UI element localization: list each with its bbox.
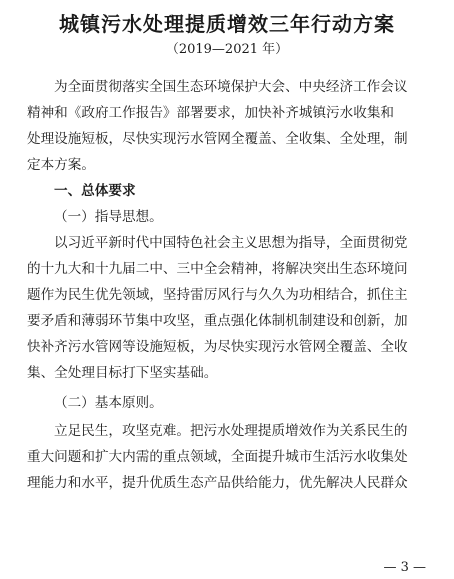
principle-lead: 立足民生，攻坚克难。: [54, 423, 190, 439]
sub2-line-3: 理能力和水平，提升优质生态产品供给能力，优先解决人民群众: [27, 475, 408, 491]
intro-line-1: 为全面贯彻落实全国生态环境保护大会、中央经济工作会议: [54, 79, 408, 95]
sub1-line-2: 的十九大和十九届二中、三中全会精神，将解决突出生态环境问: [27, 261, 408, 277]
document-title: 城镇污水处理提质增效三年行动方案: [59, 12, 395, 36]
sub2-line-1: [54, 422, 407, 440]
subsection-heading-1: （一）指导思想。: [54, 209, 163, 225]
section-heading: 一、总体要求: [54, 183, 136, 199]
subsection-heading-2: （二）基本原则。: [54, 395, 163, 411]
sub2-line-1-text: 把污水处理提质增效作为关系民生的: [189, 423, 408, 439]
sub1-line-6: 集、全处理目标打下坚实基础。: [27, 365, 218, 381]
intro-line-3: 处理设施短板，尽快实现污水管网全覆盖、全收集、全处理，制: [27, 131, 408, 147]
page-number: — 3 —: [383, 560, 426, 575]
sub1-line-3: 题作为民生优先领域，坚持雷厉风行与久久为功相结合，抓住主: [27, 287, 408, 303]
sub1-line-5: 快补齐污水管网等设施短板，为尽快实现污水管网全覆盖、全收: [27, 339, 408, 355]
intro-line-2: 精神和《政府工作报告》部署要求，加快补齐城镇污水收集和: [27, 105, 395, 121]
document-subtitle: （2019—2021 年）: [165, 42, 289, 57]
sub2-line-2: 重大问题和扩大内需的重点领域，全面提升城市生活污水收集处: [27, 449, 408, 465]
sub1-line-1: 以习近平新时代中国特色社会主义思想为指导，全面贯彻党: [54, 235, 408, 251]
intro-line-4: 定本方案。: [27, 157, 95, 173]
sub1-line-4: 要矛盾和薄弱环节集中攻坚，重点强化体制机制建设和创新，加: [27, 313, 408, 329]
